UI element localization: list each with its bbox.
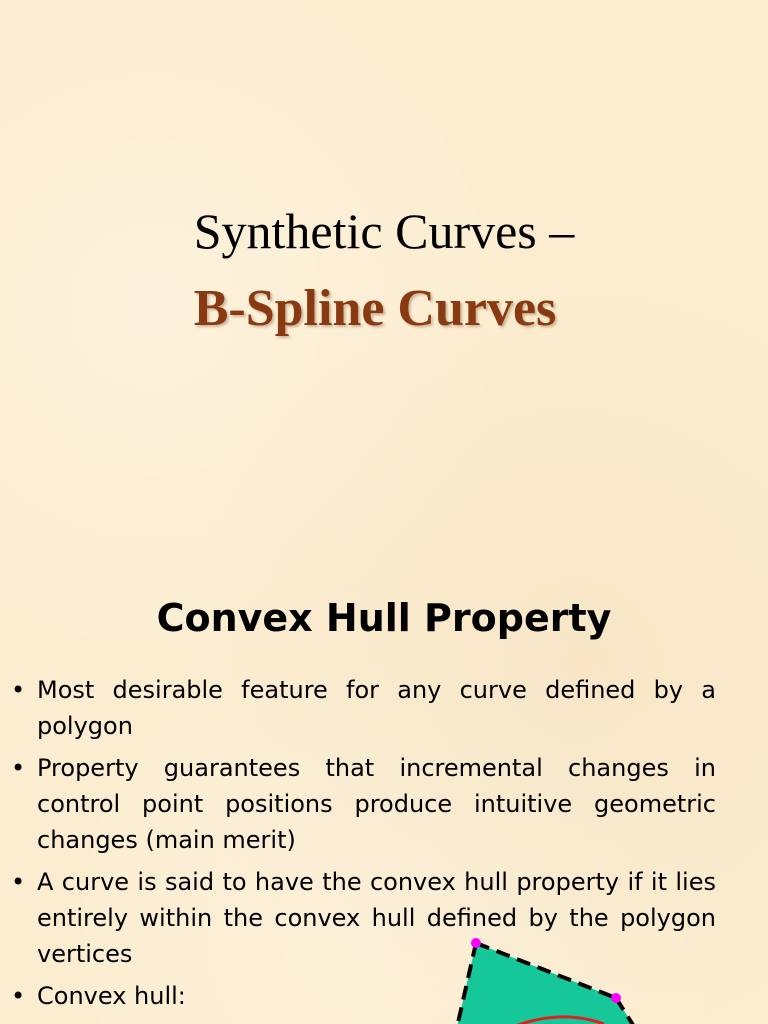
slide-subtitle: B-Spline Curves (193, 280, 557, 337)
control-vertex (611, 993, 621, 1003)
convex-hull-diagram (0, 576, 768, 1024)
bullet-item: • Most desirable feature for any curve defined by a polygon (37, 672, 716, 744)
bullet-item: • Convex hull: (37, 978, 716, 1014)
bullet-item: • A curve is said to have the convex hull property if it lies entirely within the convex hull defined by the polygon vertices (37, 864, 716, 972)
slide-title: Synthetic Curves – (193, 203, 575, 259)
slide-heading: Convex Hull Property (156, 596, 612, 640)
control-vertex (471, 938, 481, 948)
hull-polygon (455, 943, 640, 1024)
bullet-item: • Property guarantees that incremental changes in control point positions produce intuitive geometric changes (main merit) (37, 750, 716, 858)
